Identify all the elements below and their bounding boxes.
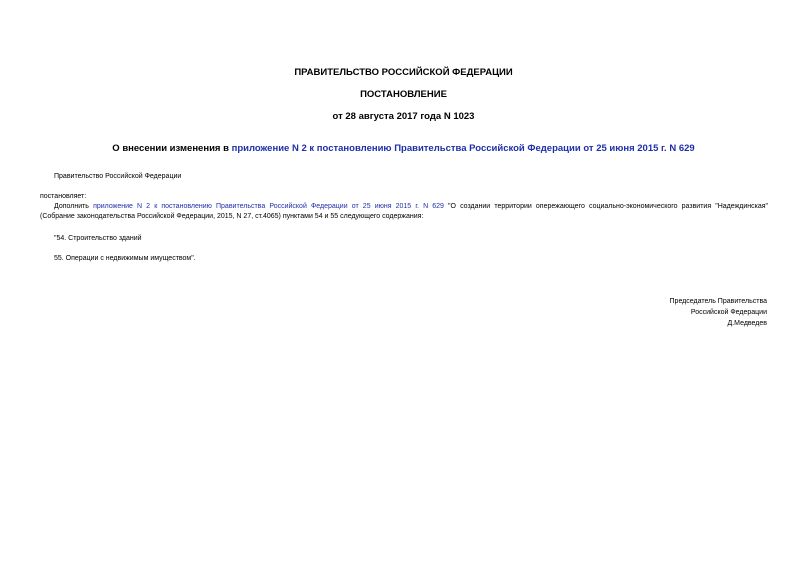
amendment-prefix: Дополнить [54, 203, 94, 210]
document-date-number: от 28 августа 2017 года N 1023 [332, 111, 475, 122]
item-55: 55. Операции с недвижимым имуществом". [54, 255, 196, 262]
amendment-suffix: "О создании территории опережающего социально-экономического развития "Надеждинская" [443, 203, 768, 210]
document-type: ПОСТАНОВЛЕНИЕ [360, 89, 447, 100]
signature-block [670, 296, 767, 329]
decrees-line: постановляет: [40, 193, 87, 200]
document-title [0, 143, 807, 155]
item-54: "54. Строительство зданий [54, 235, 142, 242]
government-line: Правительство Российской Федерации [54, 173, 182, 180]
title-reference-link[interactable]: приложение N 2 к постановлению Правительства Российской Федерации от 25 июня 2015 г. N 629 [231, 143, 695, 154]
signature-position-line2: Российской Федерации [690, 309, 767, 316]
amendment-reference-link[interactable]: приложение N 2 к постановлению Правительства Российской Федерации от 25 июня 2015 г. N 629 [93, 203, 444, 210]
amendment-paragraph-line2: (Собрание законодательства Российской Федерации, 2015, N 27, ст.4065) пунктами 54 и 55 следующего содержания: [40, 213, 424, 220]
signature-position-line1: Председатель Правительства [669, 298, 767, 305]
amendment-paragraph-line1 [40, 202, 768, 212]
document-title-prefix: О внесении изменения в [112, 143, 232, 154]
signature-name: Д.Медведев [727, 320, 767, 327]
issuing-authority: ПРАВИТЕЛЬСТВО РОССИЙСКОЙ ФЕДЕРАЦИИ [294, 67, 513, 78]
